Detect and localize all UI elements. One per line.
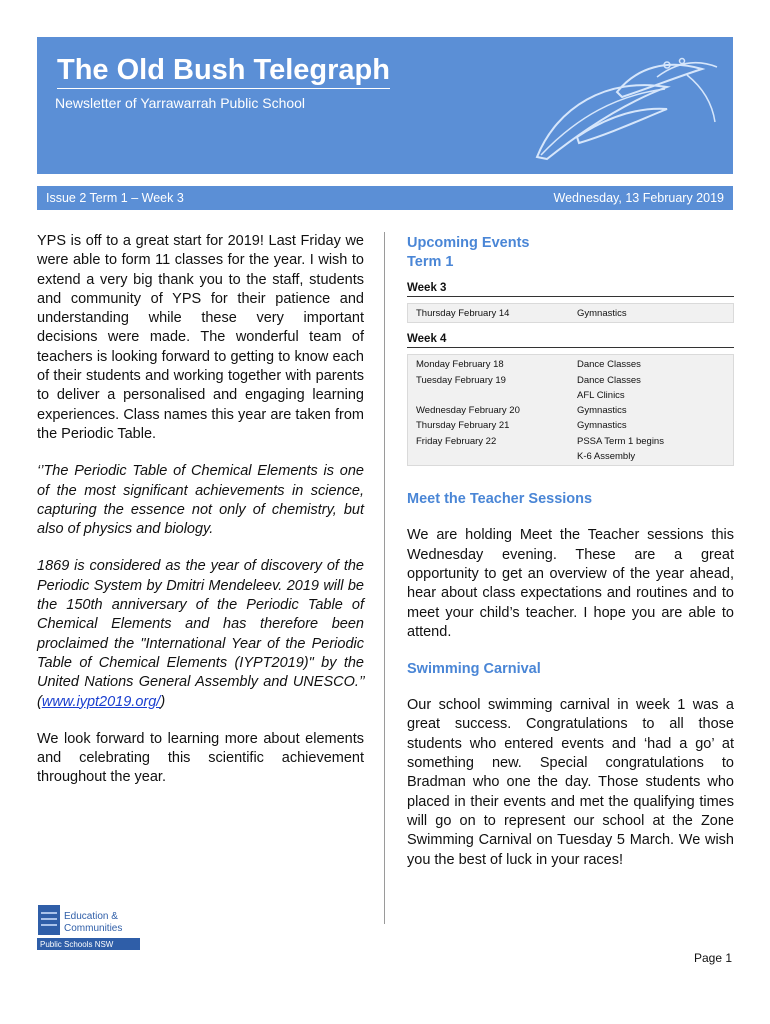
event-name: K-6 Assembly [577,451,636,463]
event-row [408,357,733,372]
event-name: Dance Classes [577,374,641,386]
masthead-banner [37,37,733,174]
week-4-events [407,354,734,466]
left-column [37,232,364,806]
event-row [408,403,733,418]
upcoming-events-section [407,234,734,466]
logo-text-line-3: Public Schools NSW [40,940,114,949]
intro-paragraph: YPS is off to a great start for 2019! Last Friday we were able to form 11 classes for the year. I wish to extend a very big thank you to the staff, students and community of YPS for their patience and understanding while these very important decisions were made. The wonderful team of teachers is looking forward to getting to know each of their students and working together with parents to deliver a personalised and engaging learning experiences. Class names this year are taken from the Periodic Table. [37,233,364,442]
event-name: AFL Clinics [577,389,625,401]
week-4-label: Week 4 [407,327,734,348]
event-row [408,388,733,403]
event-row [408,373,733,388]
swimming-carnival-section [407,660,734,870]
quote-paragraph-2-text: 1869 is considered as the year of discovery of the Periodic System by Dmitri Mendeleev. 2019 will be the 150th anniversary of the Periodic Table of Chemical Elements and has therefore been proclaimed the "International Year of the Periodic Table of Chemical Elements (IYPT2019)" by the United Nations General Assembly and UNESCO.’’ [37,558,364,691]
swimming-carnival-heading: Swimming Carnival [407,661,541,678]
logo-text-line-2: Communities [64,923,123,934]
event-row [408,418,733,433]
meet-teacher-heading: Meet the Teacher Sessions [407,491,593,508]
issue-bar [37,186,733,210]
event-row [408,434,733,449]
event-name: Gymnastics [577,420,627,432]
event-date: Thursday February 21 [416,420,510,432]
page-number: Page 1 [694,951,733,965]
event-date: Monday February 18 [416,359,504,371]
event-date: Wednesday February 20 [416,405,520,417]
nsw-education-logo [37,903,140,951]
quote-paragraph-2 [37,557,364,711]
gum-leaf-icon [517,47,727,167]
event-name: PSSA Term 1 begins [577,435,664,447]
event-date: Friday February 22 [416,435,497,447]
column-divider [384,232,385,924]
upcoming-events-heading: Upcoming Events [407,235,530,251]
issue-date: Wednesday, 13 February 2019 [553,191,724,205]
swimming-carnival-body: Our school swimming carnival in week 1 was a great success. Congratulations to all those students who entered events and ‘had a go’ at something new. Special congratulations to Bradman who one the day. Those students who placed in their events and met the qualifying times will go on to represent our school at the Zone Swimming Carnival on Tuesday 5 March. We wish you the best of luck in your races! [407,697,734,868]
logo-text-line-1: Education & [64,911,118,922]
event-date: Thursday February 14 [416,308,510,319]
issue-number: Issue 2 Term 1 – Week 3 [46,191,184,205]
event-date [408,449,577,464]
event-name: Dance Classes [577,359,641,371]
iypt-link[interactable]: www.iypt2019.org/ [41,693,161,710]
week-3-label: Week 3 [407,276,734,297]
quote-link-open: ( [37,693,42,710]
quote-paragraph-1: ‘’The Periodic Table of Chemical Elements is one of the most significant achievements in science, capturing the essence not only of chemistry, but also of physics and biology. [37,463,364,538]
event-date [408,388,577,403]
newsletter-subtitle: Newsletter of Yarrawarrah Public School [55,95,306,111]
meet-teacher-body: We are holding Meet the Teacher sessions this Wednesday evening. These are a great opportunity to get an overview of the year ahead, hear about class expectations and routines and to meet your child’s teacher. I hope you are able to attend. [407,527,734,640]
upcoming-events-term: Term 1 [407,254,454,270]
newsletter-title: The Old Bush Telegraph [57,53,390,89]
event-row [408,449,733,464]
meet-teacher-section [407,490,734,642]
event-date: Tuesday February 19 [416,374,506,386]
event-name: Gymnastics [577,308,627,319]
right-column [407,234,734,870]
event-name: Gymnastics [577,405,627,417]
quote-link-close: ) [160,693,166,710]
event-row [408,306,733,321]
week-3-events [407,303,734,323]
closing-paragraph: We look forward to learning more about elements and celebrating this scientific achievement throughout the year. [37,730,364,786]
